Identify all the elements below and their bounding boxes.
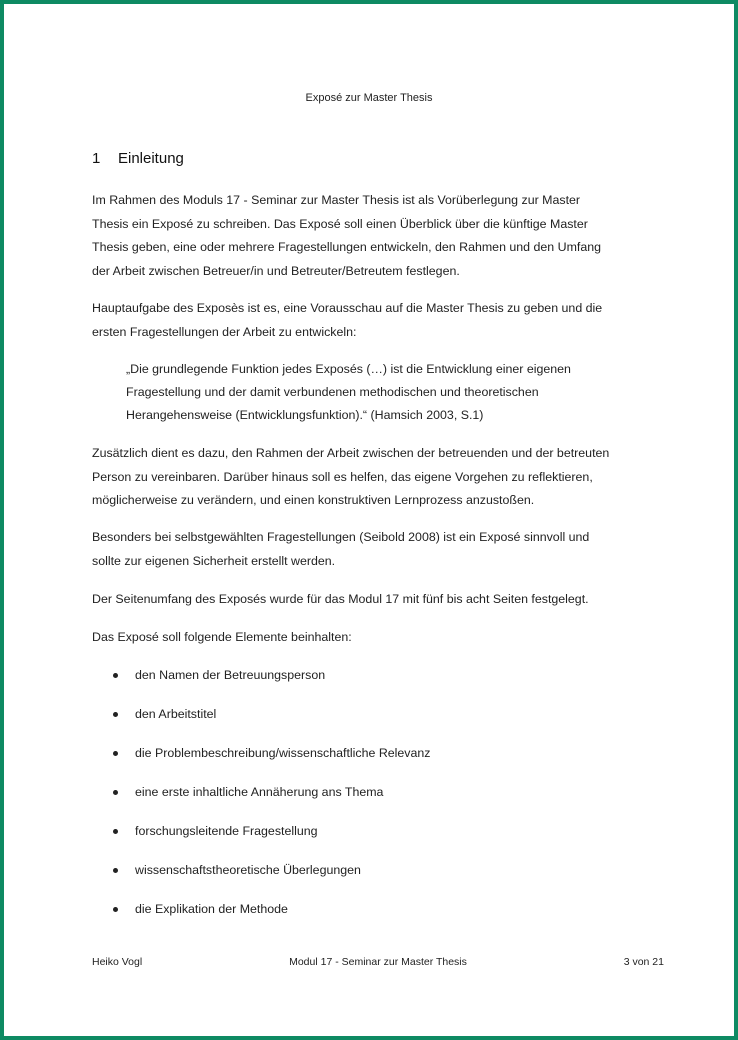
paragraph-line: Besonders bei selbstgewählten Fragestellungen (Seibold 2008) ist ein Exposé sinnvoll und (92, 530, 590, 544)
footer-author: Heiko Vogl (92, 956, 143, 968)
paragraph-additional-purpose (92, 442, 664, 513)
paragraph-elements-intro: Das Exposé soll folgende Elemente beinhalten: (92, 630, 352, 644)
list-item (92, 781, 430, 820)
list-item-text: forschungsleitende Fragestellung (135, 824, 318, 838)
bullet-icon (113, 751, 118, 756)
quote-line: Fragestellung und der damit verbundenen methodischen und theoretischen (126, 385, 539, 399)
list-item-text: den Arbeitstitel (135, 707, 217, 721)
paragraph-line: der Arbeit zwischen Betreuer/in und Betreuter/Betreutem festlegen. (92, 263, 460, 278)
list-item-text: die Explikation der Methode (135, 902, 288, 916)
section-heading (92, 150, 184, 167)
section-number: 1 (92, 150, 101, 167)
paragraph-line: Zusätzlich dient es dazu, den Rahmen der Arbeit zwischen der betreuenden und der betreuten (92, 446, 610, 460)
paragraph-page-count: Der Seitenumfang des Exposés wurde für das Modul 17 mit fünf bis acht Seiten festgelegt. (92, 592, 589, 606)
list-item-text: eine erste inhaltliche Annäherung ans Thema (135, 785, 384, 799)
section-title: Einleitung (118, 150, 184, 167)
paragraph-line: Im Rahmen des Moduls 17 - Seminar zur Master Thesis ist als Vorüberlegung zur Master (92, 193, 581, 207)
list-item (92, 703, 430, 742)
list-item (92, 859, 430, 898)
paragraph-line: sollte zur eigenen Sicherheit erstellt werden. (92, 553, 336, 568)
quote-line: „Die grundlegende Funktion jedes Exposés (…) ist die Entwicklung einer eigenen (126, 362, 571, 376)
bullet-icon (113, 673, 118, 678)
quote-line: Herangehensweise (Entwicklungsfunktion).“ (Hamsich 2003, S.1) (126, 408, 484, 422)
block-quote (126, 358, 626, 427)
list-item-text: wissenschaftstheoretische Überlegungen (135, 863, 361, 877)
bullet-icon (113, 907, 118, 912)
paragraph-self-chosen-topics (92, 526, 664, 573)
footer-course: Modul 17 - Seminar zur Master Thesis (289, 956, 467, 968)
elements-bullet-list (92, 664, 430, 937)
paragraph-line: Person zu vereinbaren. Darüber hinaus soll es helfen, das eigene Vorgehen zu reflektieren, (92, 469, 593, 484)
paragraph-line: möglicherweise zu verändern, und einen konstruktiven Lernprozess anzustoßen. (92, 493, 535, 507)
paragraph-main-task (92, 297, 664, 344)
paragraph-line: Hauptaufgabe des Exposès ist es, eine Vorausschau auf die Master Thesis zu geben und die (92, 301, 603, 315)
paragraph-intro (92, 189, 664, 283)
paragraph-line: ersten Fragestellungen der Arbeit zu entwickeln: (92, 324, 357, 339)
bullet-icon (113, 712, 118, 717)
document-header-title: Exposé zur Master Thesis (305, 92, 433, 104)
list-item (92, 898, 430, 937)
list-item (92, 820, 430, 859)
list-item-text: den Namen der Betreuungsperson (135, 668, 326, 682)
list-item-text: die Problembeschreibung/wissenschaftliche Relevanz (135, 746, 431, 760)
paragraph-line: Thesis geben, eine oder mehrere Fragestellungen entwickeln, den Rahmen und den Umfang (92, 240, 602, 254)
bullet-icon (113, 790, 118, 795)
bullet-icon (113, 868, 118, 873)
footer-page-number: 3 von 21 (623, 956, 664, 968)
paragraph-line: Thesis ein Exposé zu schreiben. Das Exposé soll einen Überblick über die künftige Master (92, 216, 588, 231)
list-item (92, 664, 430, 703)
bullet-icon (113, 829, 118, 834)
list-item (92, 742, 430, 781)
